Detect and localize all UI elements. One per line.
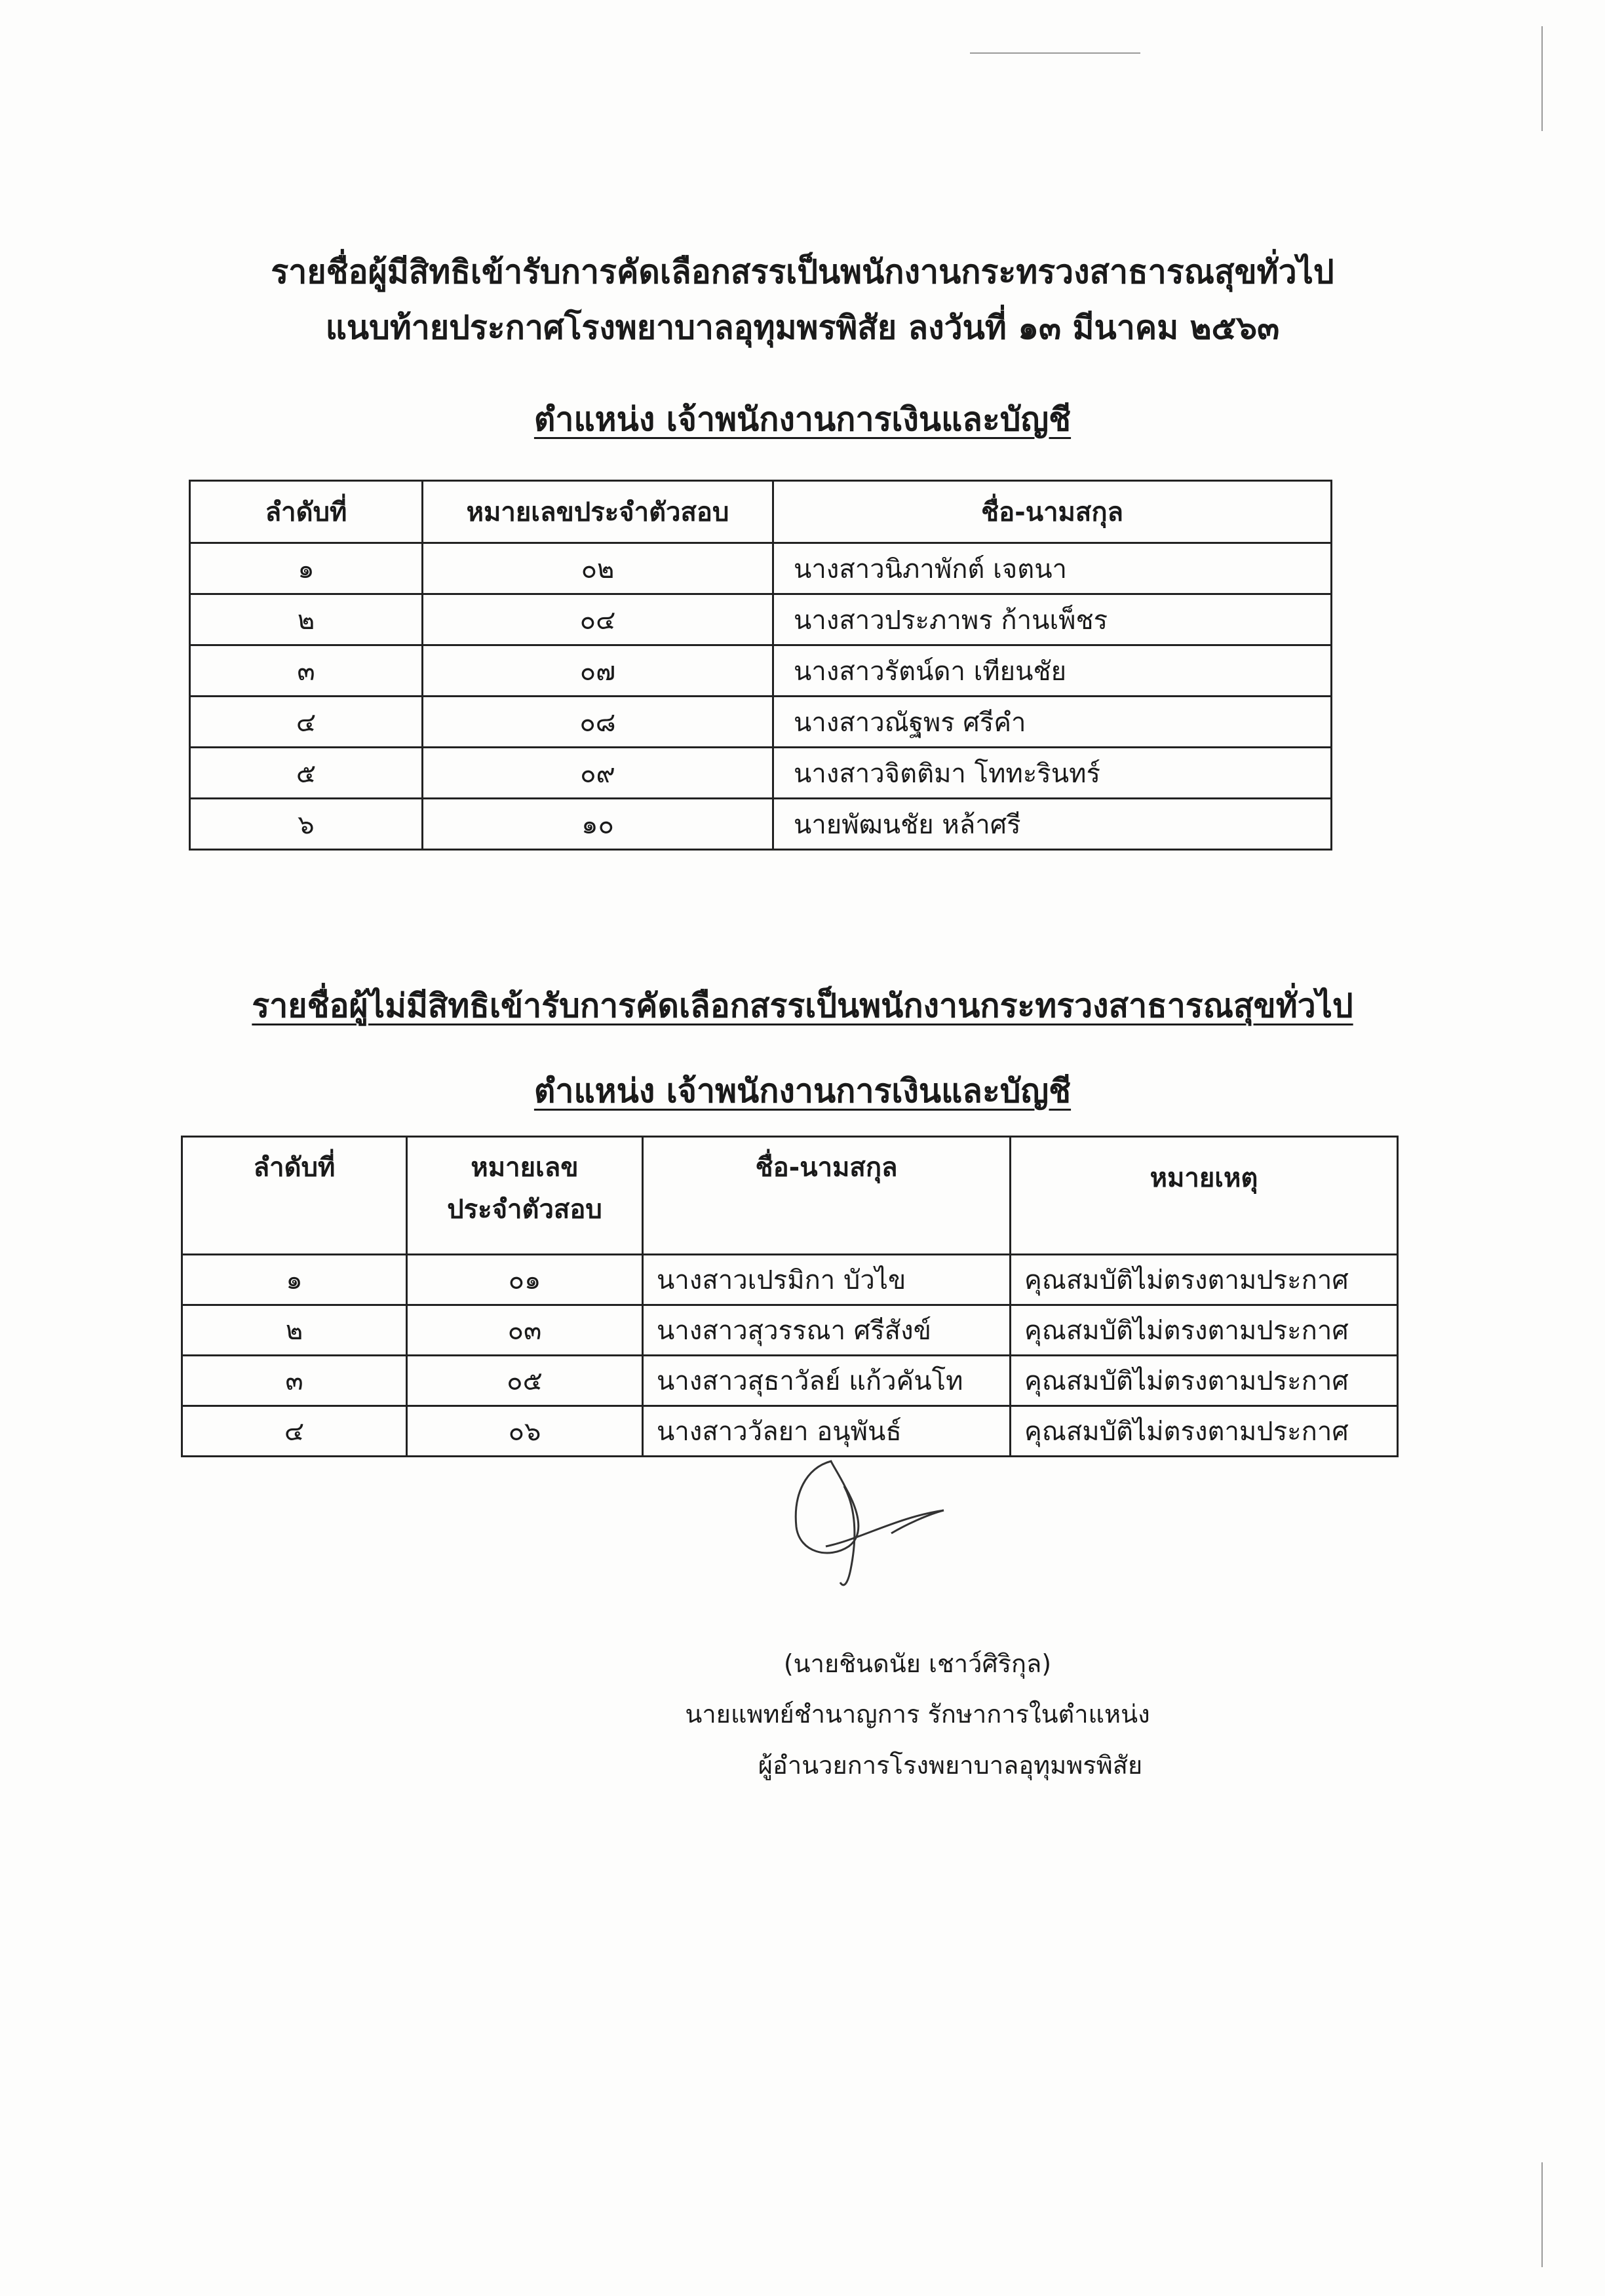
scan-edge-mark xyxy=(1541,2162,1543,2267)
signatory-title-line2: ผู้อำนวยการโรงพยาบาลอุทุมพรพิสัย xyxy=(758,1751,1143,1780)
exam-id-cell: ๐๕ xyxy=(407,1356,643,1406)
scan-edge-mark xyxy=(1541,26,1543,131)
order-cell: ๔ xyxy=(182,1406,407,1457)
qualified-table xyxy=(189,480,1332,851)
order-cell: ๒ xyxy=(190,594,423,645)
header-exam-id: หมายเลขประจำตัวสอบ xyxy=(423,481,773,543)
name-cell: นางสาวณัฐพร ศรีคำ xyxy=(773,697,1332,748)
unqualified-position-text: ตำแหน่ง เจ้าพนักงานการเงินและบัญชี xyxy=(533,1072,1072,1110)
header-name: ชื่อ-นามสกุล xyxy=(773,481,1332,543)
signatory-name: (นายชินดนัย เชาว์ศิริกุล) xyxy=(783,1649,1052,1678)
order-cell: ๑ xyxy=(190,543,423,594)
qualified-position-text: ตำแหน่ง เจ้าพนักงานการเงินและบัญชี xyxy=(533,400,1072,438)
name-cell: นางสาวรัตน์ดา เทียนชัย xyxy=(773,645,1332,697)
qualified-position-heading xyxy=(0,400,1605,438)
name-cell: นางสาวประภาพร ก้านเพ็ชร xyxy=(773,594,1332,645)
exam-id-cell: ๐๖ xyxy=(407,1406,643,1457)
table-row xyxy=(190,748,1332,799)
name-cell: นางสาวสุวรรณา ศรีสังข์ xyxy=(643,1305,1011,1356)
qualified-title-line1: รายชื่อผู้มีสิทธิเข้ารับการคัดเลือกสรรเป็นพนักงานกระทรวงสาธารณสุขทั่วไป xyxy=(271,253,1334,291)
order-cell: ๕ xyxy=(190,748,423,799)
remark-cell: คุณสมบัติไม่ตรงตามประกาศ xyxy=(1011,1406,1398,1457)
table-row xyxy=(182,1356,1398,1406)
exam-id-cell: ๐๑ xyxy=(407,1255,643,1305)
table-row xyxy=(190,799,1332,850)
unqualified-table xyxy=(181,1136,1399,1457)
header-order: ลำดับที่ xyxy=(190,481,423,543)
header-name: ชื่อ-นามสกุล xyxy=(643,1137,1011,1255)
order-cell: ๖ xyxy=(190,799,423,850)
name-cell: นางสาววัลยา อนุพันธ์ xyxy=(643,1406,1011,1457)
name-cell: นางสาวจิตติมา โททะรินทร์ xyxy=(773,748,1332,799)
exam-id-cell: ๐๗ xyxy=(423,645,773,697)
signature-icon xyxy=(767,1448,977,1599)
exam-id-cell: ๐๒ xyxy=(423,543,773,594)
exam-id-cell: ๐๙ xyxy=(423,748,773,799)
table-row xyxy=(190,594,1332,645)
order-cell: ๔ xyxy=(190,697,423,748)
name-cell: นายพัฒนชัย หล้าศรี xyxy=(773,799,1332,850)
exam-id-cell: ๐๓ xyxy=(407,1305,643,1356)
exam-id-cell: ๐๘ xyxy=(423,697,773,748)
header-remark: หมายเหตุ xyxy=(1011,1137,1398,1255)
name-cell: นางสาวเปรมิกา บัวไข xyxy=(643,1255,1011,1305)
unqualified-title-heading xyxy=(0,987,1605,1025)
table-row xyxy=(190,543,1332,594)
name-cell: นางสาวนิภาพักต์ เจตนา xyxy=(773,543,1332,594)
table-header-row xyxy=(182,1137,1398,1255)
table-row xyxy=(190,645,1332,697)
table-row xyxy=(182,1255,1398,1305)
order-cell: ๓ xyxy=(182,1356,407,1406)
order-cell: ๒ xyxy=(182,1305,407,1356)
table-row xyxy=(190,697,1332,748)
remark-cell: คุณสมบัติไม่ตรงตามประกาศ xyxy=(1011,1356,1398,1406)
exam-id-cell: ๐๔ xyxy=(423,594,773,645)
header-exam-id-line1: หมายเลข xyxy=(471,1153,579,1183)
name-cell: นางสาวสุธาวัลย์ แก้วคันโท xyxy=(643,1356,1011,1406)
remark-cell: คุณสมบัติไม่ตรงตามประกาศ xyxy=(1011,1305,1398,1356)
scan-edge-mark xyxy=(970,52,1140,54)
remark-cell: คุณสมบัติไม่ตรงตามประกาศ xyxy=(1011,1255,1398,1305)
table-row xyxy=(182,1305,1398,1356)
qualified-title-line2: แนบท้ายประกาศโรงพยาบาลอุทุมพรพิสัย ลงวันที่ ๑๓ มีนาคม ๒๕๖๓ xyxy=(325,309,1280,347)
order-cell: ๓ xyxy=(190,645,423,697)
header-exam-id-line2: ประจำตัวสอบ xyxy=(447,1195,602,1225)
order-cell: ๑ xyxy=(182,1255,407,1305)
exam-id-cell: ๑๐ xyxy=(423,799,773,850)
header-exam-id xyxy=(407,1137,643,1255)
signatory-title-line1: นายแพทย์ชำนาญการ รักษาการในตำแหน่ง xyxy=(685,1700,1150,1729)
unqualified-title-text: รายชื่อผู้ไม่มีสิทธิเข้ารับการคัดเลือกสรรเป็นพนักงานกระทรวงสาธารณสุขทั่วไป xyxy=(252,987,1353,1025)
table-header-row xyxy=(190,481,1332,543)
header-order: ลำดับที่ xyxy=(182,1137,407,1255)
unqualified-position-heading xyxy=(0,1072,1605,1110)
